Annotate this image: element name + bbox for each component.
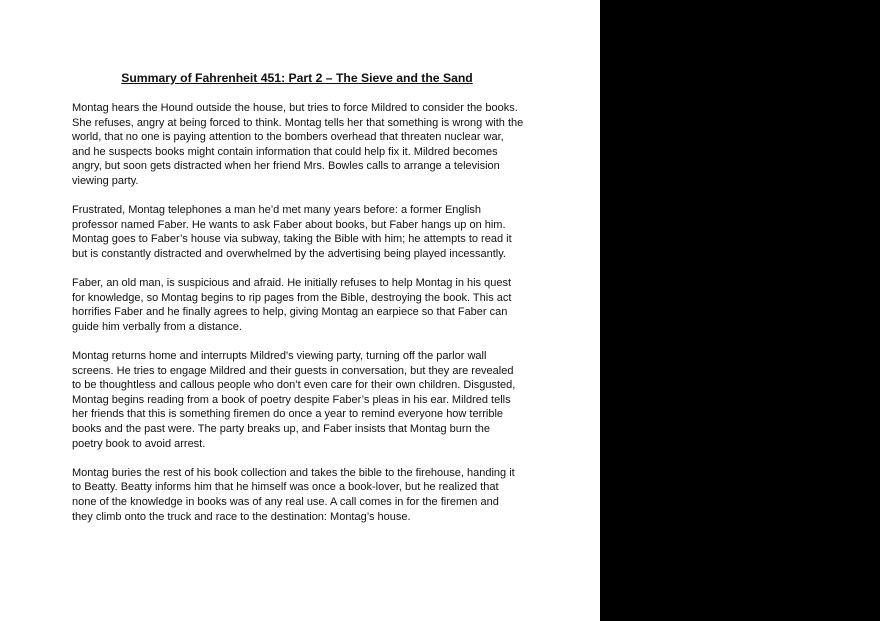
paragraph-5 [72, 466, 532, 524]
text-line: Montag buries the rest of his book collection and takes the bible to the firehouse, handing it [72, 466, 515, 479]
paragraph-3 [72, 276, 532, 334]
text-line: guide him verbally from a distance. [72, 320, 242, 333]
text-line: but is constantly distracted and overwhelmed by the advertising being played incessantly. [72, 247, 506, 260]
text-line: Frustrated, Montag telephones a man he’d met many years before: a former English [72, 204, 482, 217]
text-line: screens. He tries to engage Mildred and their guests in conversation, but they are revealed [72, 364, 514, 377]
text-line: books and the past were. The party breaks up, and Faber insists that Montag burn the [72, 423, 491, 436]
text-line: her friends that this is something firemen do once a year to remind everyone how terrible [72, 408, 504, 421]
text-line: Montag goes to Faber’s house via subway, taking the Bible with him; he attempts to read it [72, 233, 512, 246]
text-line: Montag hears the Hound outside the house, but tries to force Mildred to consider the books. [72, 102, 518, 114]
text-line: Montag begins reading from a book of poetry despite Faber’s pleas in his ear. Mildred tells [72, 393, 511, 406]
text-line: professor named Faber. He wants to ask Faber about books, but Faber hangs up on him. [72, 218, 506, 231]
text-line: to be thoughtless and callous people who don’t even care for their own children. Disgusted, [72, 379, 516, 392]
text-line: they climb onto the truck and race to the destination: Montag’s house. [72, 510, 411, 523]
empty-viewport-area [600, 0, 880, 621]
text-line: Faber, an old man, is suspicious and afraid. He initially refuses to help Montag in his quest [72, 277, 512, 290]
document-body [72, 101, 532, 539]
paragraph-1 [72, 101, 532, 189]
text-line: for knowledge, so Montag begins to rip pages from the Bible, destroying the book. This act [72, 291, 512, 304]
text-line: horrifies Faber and he finally agrees to help, giving Montag an earpiece so that Faber can [72, 306, 508, 319]
text-line: none of the knowledge in books was of any real use. A call comes in for the firemen and [72, 496, 499, 509]
text-line: and he suspects books might contain information that could help fix it. Mildred becomes [72, 145, 498, 158]
text-line: to Beatty. Beatty informs him that he himself was once a book-lover, but he realized that [72, 481, 499, 494]
text-line: Montag returns home and interrupts Mildred's viewing party, turning off the parlor wall [72, 350, 487, 363]
paragraph-4 [72, 349, 532, 451]
text-line: She refuses, angry at being forced to think. Montag tells her that something is wrong with the [72, 116, 524, 129]
text-line: viewing party. [72, 174, 139, 187]
text-line: angry, but soon gets distracted when her friend Mrs. Bowles calls to arrange a television [72, 160, 500, 173]
document-title: Summary of Fahrenheit 451: Part 2 – The Sieve and the Sand [121, 71, 473, 85]
text-line: poetry book to avoid arrest. [72, 437, 206, 450]
paragraph-2 [72, 203, 532, 261]
text-line: world, that no one is paying attention to the bombers overhead that threaten nuclear war, [72, 131, 504, 144]
